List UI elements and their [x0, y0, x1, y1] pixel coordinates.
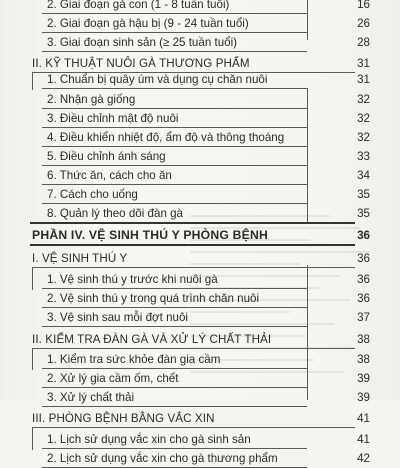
toc-entry	[0, 388, 400, 407]
entry-title: 2. Giai đoạn gà con (1 - 8 tuần tuổi)	[47, 0, 230, 11]
entry-page-number: 16	[357, 0, 370, 11]
toc-entry	[0, 0, 400, 14]
entry-title: 7. Cách cho uống	[47, 188, 138, 201]
entry-title: 1. Chuẩn bị quây úm và dụng cụ chăn nuôi	[47, 73, 268, 86]
toc-entry	[0, 449, 400, 468]
item-underline	[42, 51, 307, 52]
part-rule-bottom	[30, 244, 355, 246]
entry-title: 2. Lịch sử dụng vắc xin cho gà thương phẩm	[47, 452, 278, 465]
toc-entry	[0, 90, 400, 109]
entry-title: 3. Vệ sinh sau mỗi đợt nuôi	[47, 311, 189, 324]
entry-title: 4. Điều khiển nhiệt độ, ẩm độ và thông thoáng	[47, 131, 285, 144]
entry-title: 5. Điều chỉnh ánh sáng	[47, 150, 166, 163]
entry-page-number: 33	[357, 150, 370, 163]
entry-title: 1. Lịch sử dụng vắc xin cho gà sinh sản	[47, 433, 251, 446]
entry-title: 6. Thức ăn, cách cho ăn	[47, 169, 172, 182]
section-heading	[0, 409, 400, 428]
item-underline	[42, 406, 307, 407]
entry-title: 2. Vệ sinh thú y trong quá trình chăn nuôi	[47, 292, 260, 305]
entry-title: 1. Kiểm tra sức khỏe đàn gia cầm	[47, 353, 221, 366]
toc-entry	[0, 14, 400, 33]
toc-entry	[0, 185, 400, 204]
entry-title: 8. Quản lý theo dõi đàn gà	[47, 207, 184, 220]
toc-entry	[0, 308, 400, 327]
entry-title: 1. Vệ sinh thú y trước khi nuôi gà	[47, 273, 218, 286]
entry-page-number: 35	[357, 188, 370, 201]
item-underline	[42, 88, 307, 89]
entry-page-number: 36	[357, 273, 370, 286]
toc-entry	[0, 430, 400, 449]
entry-page-number: 38	[357, 333, 370, 346]
section-heading	[0, 249, 400, 268]
toc-entry	[0, 166, 400, 185]
entry-page-number: 41	[357, 412, 370, 425]
toc-entry	[0, 128, 400, 147]
entry-title: 2. Xử lý gia cầm ốm, chết	[47, 372, 179, 385]
entry-page-number: 39	[357, 372, 370, 385]
item-underline	[42, 326, 307, 327]
entry-page-number: 31	[357, 57, 370, 70]
entry-page-number: 41	[357, 433, 370, 446]
entry-page-number: 28	[357, 36, 370, 49]
entry-page-number: 42	[357, 452, 370, 465]
entry-page-number: 36	[357, 252, 370, 265]
toc-entry	[0, 350, 400, 369]
entry-title: III. PHÒNG BỆNH BẰNG VẮC XIN	[32, 412, 215, 425]
entry-page-number: 34	[357, 169, 370, 182]
toc-entry	[0, 289, 400, 308]
entry-title: 3. Giai đoạn sinh sản (≥ 25 tuần tuổi)	[47, 36, 238, 49]
section-heading	[0, 330, 400, 349]
entry-title: II. KỸ THUẬT NUÔI GÀ THƯƠNG PHẨM	[32, 57, 250, 70]
entry-title: 3. Điều chỉnh mật độ nuôi	[47, 112, 179, 125]
toc-entry	[0, 109, 400, 128]
entry-page-number: 26	[357, 17, 370, 30]
page-column-divider	[307, 0, 308, 40]
entry-page-number: 32	[357, 93, 370, 106]
entry-page-number: 36	[357, 229, 370, 242]
toc-entry	[0, 369, 400, 388]
entry-page-number: 31	[357, 73, 370, 86]
toc-entry	[0, 204, 400, 223]
entry-page-number: 37	[357, 311, 370, 324]
entry-page-number: 32	[357, 112, 370, 125]
entry-page-number: 36	[357, 292, 370, 305]
entry-title: 2. Giai đoạn gà hậu bị (9 - 24 tuần tuổi)	[47, 17, 249, 30]
page-column-divider	[307, 88, 308, 223]
entry-page-number: 32	[357, 131, 370, 144]
entry-page-number: 39	[357, 391, 370, 404]
entry-title: 2. Nhận gà giống	[47, 93, 136, 106]
entry-title: II. KIỂM TRA ĐÀN GÀ VÀ XỬ LÝ CHẤT THẢI	[32, 333, 272, 346]
toc-entry	[0, 147, 400, 166]
section-underline	[32, 427, 355, 428]
page-column-divider	[307, 265, 308, 400]
toc-entry	[0, 270, 400, 289]
entry-title: PHẦN IV. VỆ SINH THÚ Y PHÒNG BỆNH	[32, 228, 268, 242]
entry-title: 3. Xử lý chất thải	[47, 391, 135, 404]
entry-page-number: 38	[357, 353, 370, 366]
toc-entry	[0, 33, 400, 52]
part-heading	[0, 226, 400, 245]
entry-page-number: 35	[357, 207, 370, 220]
entry-title: I. VỆ SINH THÚ Y	[32, 252, 128, 265]
toc-entry	[0, 70, 400, 89]
